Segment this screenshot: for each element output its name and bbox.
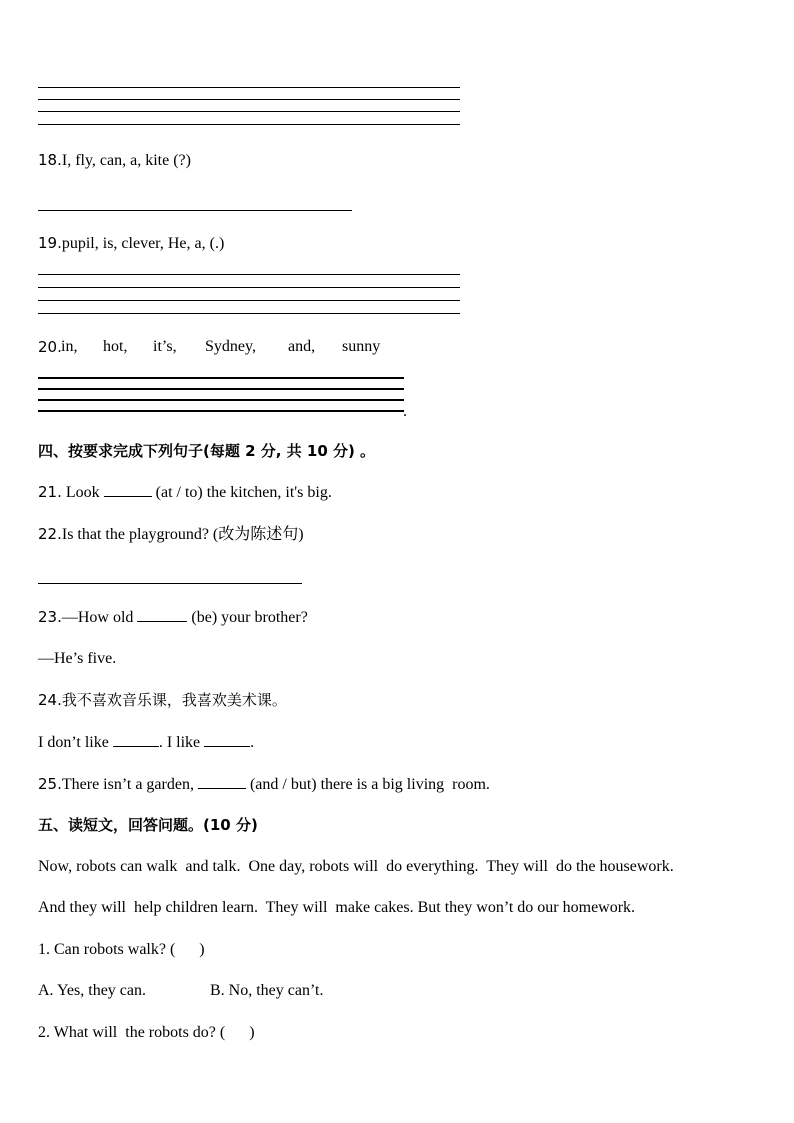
answer-line	[38, 99, 460, 100]
question-text: (at / to) the kitchen, it's big.	[151, 484, 332, 501]
question-text: Look	[61, 484, 104, 501]
answer-line[interactable]	[38, 399, 404, 401]
answer-line[interactable]	[38, 274, 460, 275]
question-number: 23.	[38, 608, 62, 626]
word-item: it’s,	[153, 338, 177, 355]
word-item: Sydney,	[205, 338, 256, 355]
word-item: hot,	[103, 338, 128, 355]
question-text: pupil, is, clever, He, a, (.)	[61, 235, 225, 252]
answer-line[interactable]	[38, 287, 460, 288]
question-number: 20.	[38, 338, 62, 356]
sentence-part: I don’t like	[38, 734, 113, 751]
fill-blank[interactable]	[113, 732, 159, 747]
question-number: 25.	[38, 775, 62, 793]
answer-line	[38, 87, 460, 88]
sentence-part: .	[250, 734, 255, 751]
question-text: (and / but) there is a big living room.	[245, 776, 490, 793]
question-23	[38, 607, 308, 628]
question-19	[38, 233, 224, 254]
answer-line[interactable]	[38, 210, 352, 211]
answer-text: —He’s five.	[38, 650, 117, 667]
fill-blank[interactable]	[204, 732, 250, 747]
end-dot: .	[403, 403, 407, 420]
answer-line	[38, 111, 460, 112]
answer-line	[38, 124, 460, 125]
sentence-part: . I like	[158, 734, 205, 751]
word-item: and,	[288, 338, 316, 355]
question-21	[38, 482, 332, 503]
option-a[interactable]: A. Yes, they can.	[38, 982, 146, 999]
question-24	[38, 690, 287, 711]
answer-line[interactable]	[38, 388, 404, 390]
question-text: I, fly, can, a, kite (?)	[61, 152, 191, 169]
passage-line: Now, robots can walk and talk. One day, robots will do everything. They will do the housework.	[38, 858, 674, 875]
word-item: in,	[61, 338, 78, 355]
option-b[interactable]: B. No, they can’t.	[210, 982, 324, 999]
section-4-title: 四、按要求完成下列句子(每题 2 分, 共 10 分) 。	[38, 442, 376, 460]
question-number: 22.	[38, 525, 62, 543]
question-25	[38, 774, 490, 795]
question-number: 21.	[38, 483, 62, 501]
answer-line[interactable]	[38, 410, 404, 412]
word-item: sunny	[342, 338, 381, 355]
question-18	[38, 150, 191, 171]
question-text: Is that the playground? (改为陈述句)	[61, 526, 304, 543]
section-5-title: 五、读短文，回答问题。(10 分)	[38, 816, 258, 834]
answer-line[interactable]	[38, 300, 460, 301]
question-text: 我不喜欢音乐课，我喜欢美术课。	[61, 691, 287, 709]
answer-line[interactable]	[38, 377, 404, 379]
reading-question-2: 2. What will the robots do? ( )	[38, 1024, 255, 1041]
question-number: 18.	[38, 151, 62, 169]
question-number: 19.	[38, 234, 62, 252]
fill-blank[interactable]	[104, 482, 152, 497]
question-number: 24.	[38, 691, 62, 709]
fill-blank[interactable]	[198, 774, 246, 789]
question-24-answer	[38, 732, 254, 753]
question-20	[38, 337, 62, 358]
question-text: —How old	[61, 609, 138, 626]
fill-blank[interactable]	[137, 607, 187, 622]
passage-line: And they will help children learn. They will make cakes. But they won’t do our homework.	[38, 899, 636, 916]
question-text: There isn’t a garden,	[61, 776, 198, 793]
question-22	[38, 524, 304, 545]
question-text: (be) your brother?	[187, 609, 308, 626]
answer-line[interactable]	[38, 583, 302, 584]
answer-line[interactable]	[38, 313, 460, 314]
reading-question-1: 1. Can robots walk? ( )	[38, 941, 205, 958]
